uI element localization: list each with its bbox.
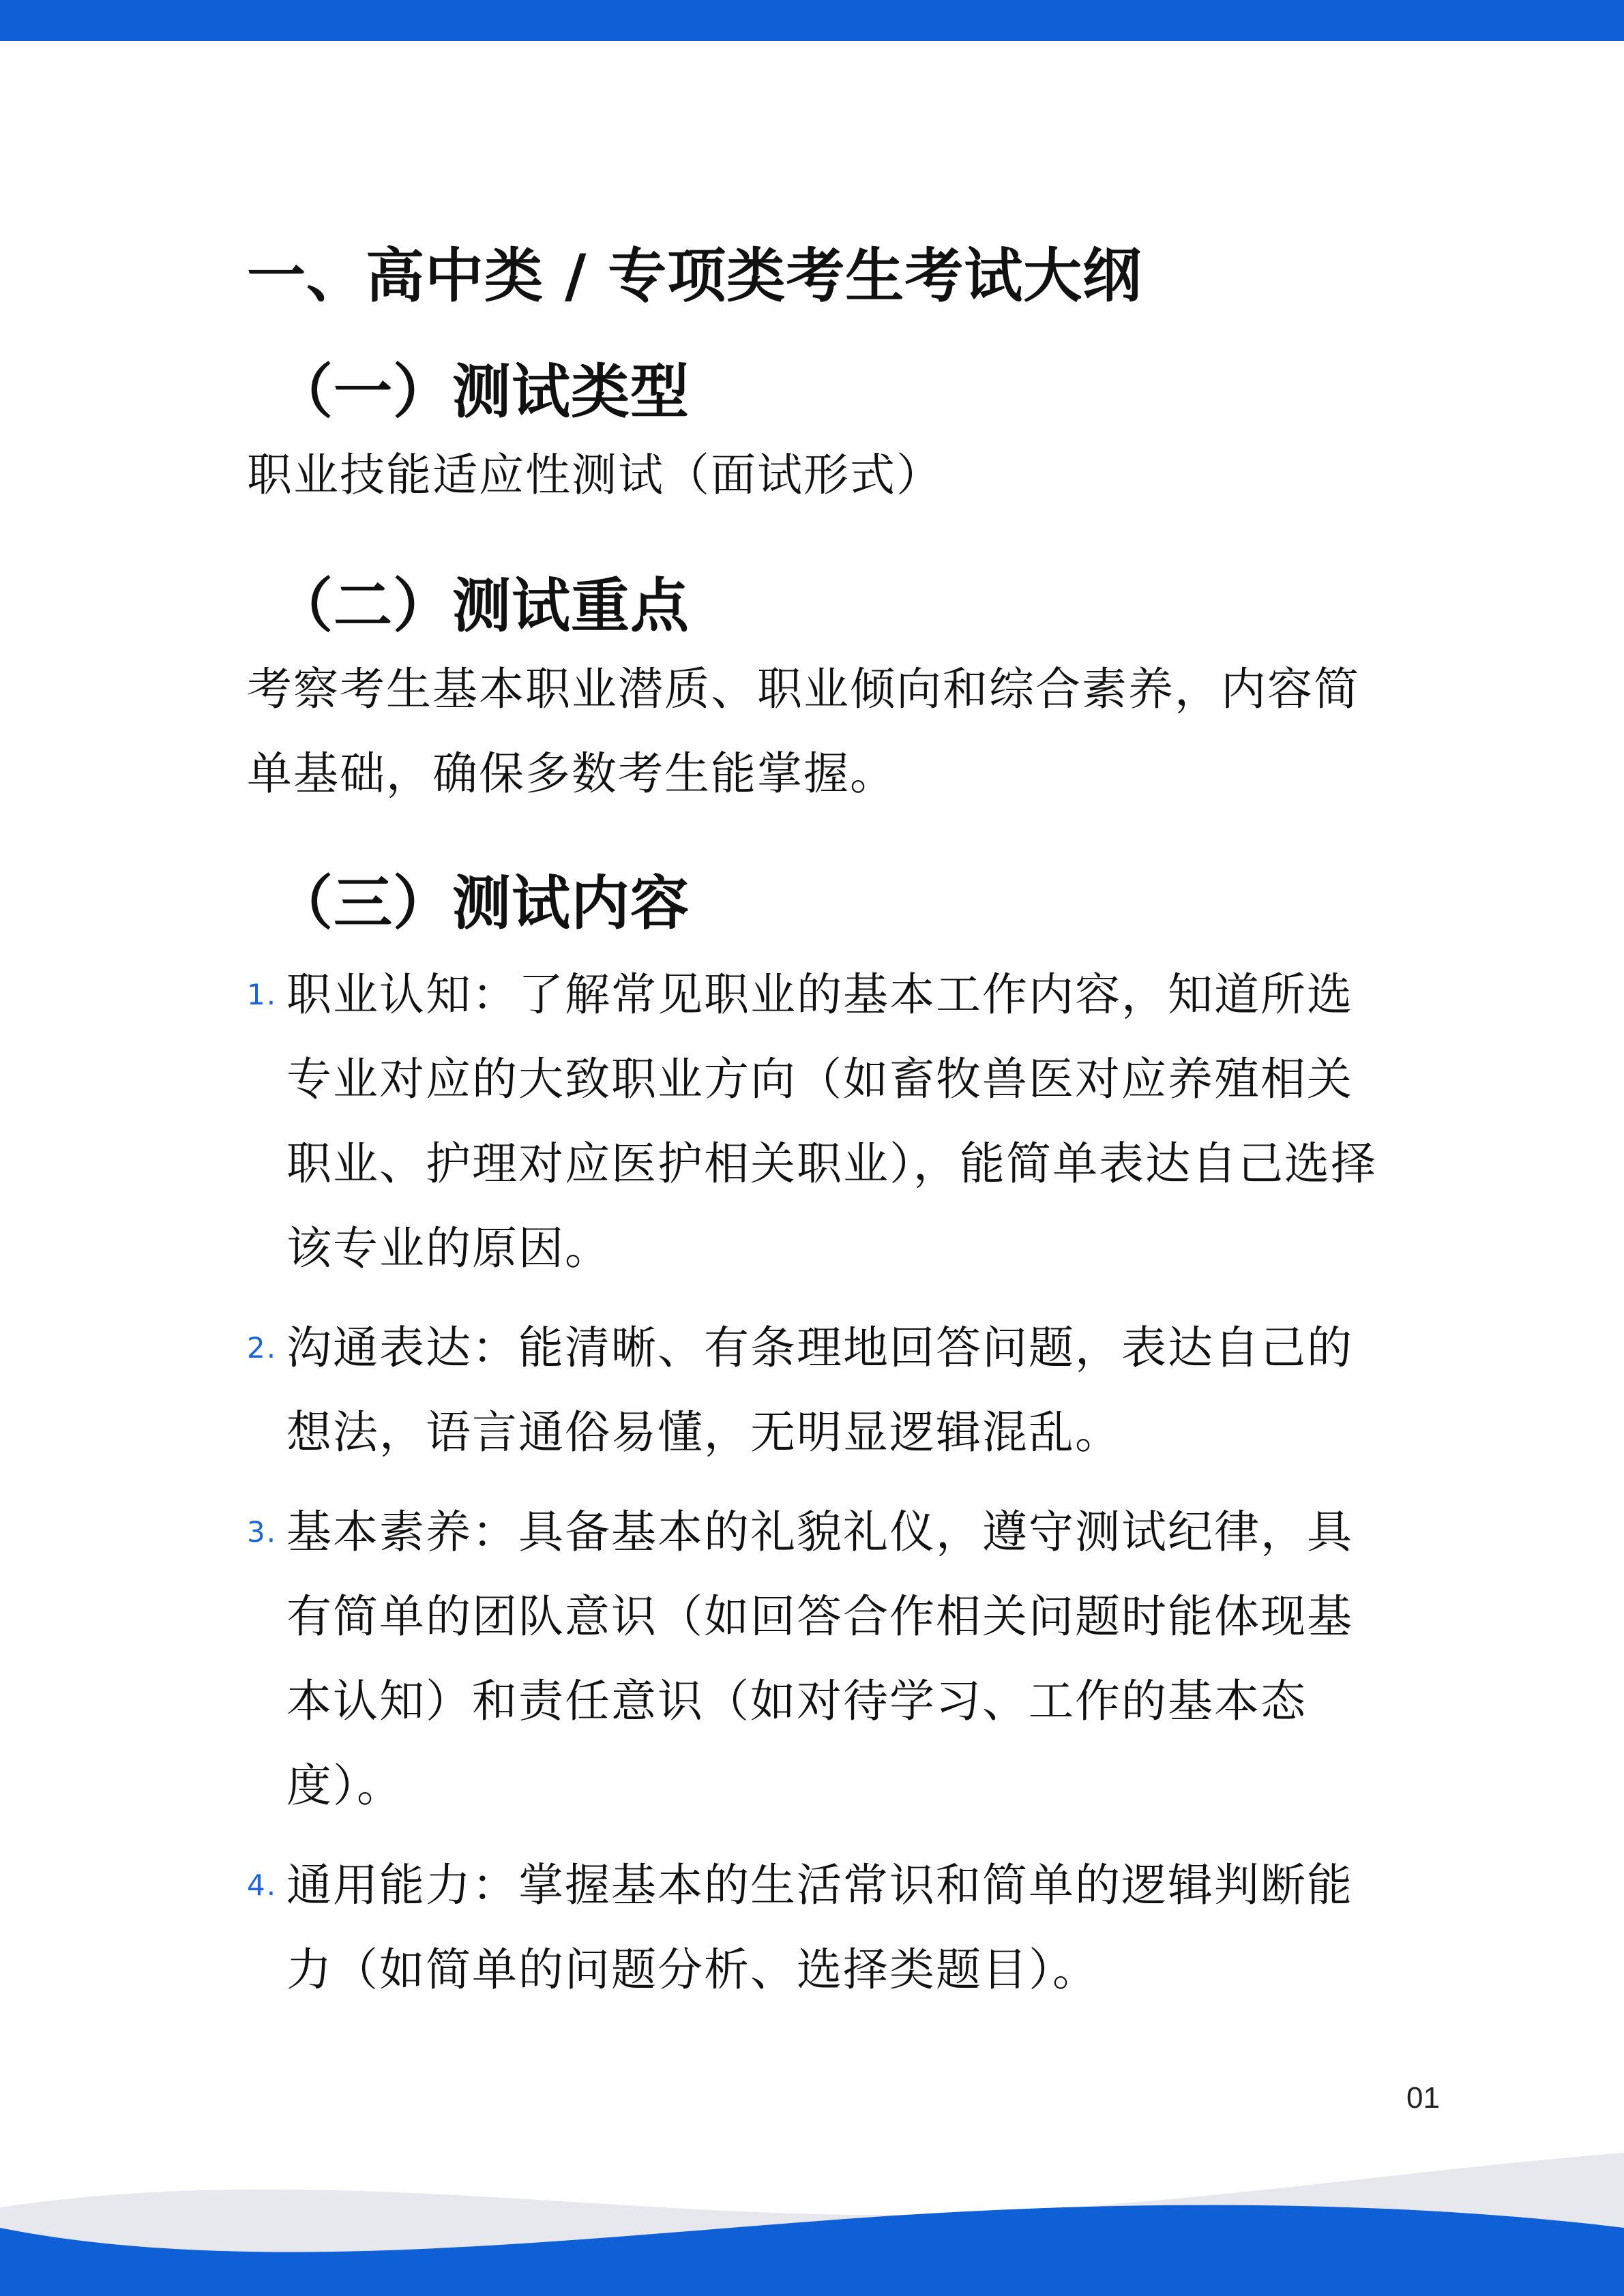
top-header-bar (0, 0, 1624, 41)
list-item-text: 职业认知：了解常见职业的基本工作内容，知道所选专业对应的大致职业方向（如畜牧兽医对应养殖相关职业、护理对应医护相关职业），能简单表达自己选择该专业的原因。 (286, 968, 1377, 1274)
list-item (247, 1306, 1393, 1475)
section-title-test-type: （一）测试类型 (274, 358, 690, 426)
section-title-test-focus: （二）测试重点 (274, 572, 690, 640)
list-item-number: 3. (247, 1515, 278, 1549)
list-item-number: 4. (247, 1868, 278, 1902)
list-item (247, 1843, 1393, 2012)
section-body-test-focus: 考察考生基本职业潜质、职业倾向和综合素养，内容简单基础，确保多数考生能掌握。 (247, 663, 1360, 800)
list-item-number: 1. (247, 978, 278, 1011)
list-item-text: 沟通表达：能清晰、有条理地回答问题，表达自己的想法，语言通俗易懂，无明显逻辑混乱。 (286, 1322, 1353, 1459)
main-title: 一、高中类 / 专项类考生考试大纲 (247, 242, 1142, 310)
page-number: 01 (1406, 2081, 1440, 2115)
test-content-list (247, 953, 1393, 2012)
list-item (247, 953, 1393, 1291)
list-item-text: 通用能力：掌握基本的生活常识和简单的逻辑判断能力（如简单的问题分析、选择类题目）。 (286, 1859, 1353, 1996)
section-body-test-type: 职业技能适应性测试（面试形式） (247, 449, 943, 501)
document-body (247, 232, 1393, 2027)
footer-wave-decoration (0, 2126, 1624, 2296)
section-title-test-content: （三）测试内容 (274, 869, 690, 938)
list-item-number: 2. (247, 1331, 278, 1365)
list-item-text: 基本素养：具备基本的礼貌礼仪，遵守测试纪律，具有简单的团队意识（如回答合作相关问题时能体现基本认知）和责任意识（如对待学习、工作的基本态度）。 (286, 1506, 1353, 1812)
list-item (247, 1490, 1393, 1828)
